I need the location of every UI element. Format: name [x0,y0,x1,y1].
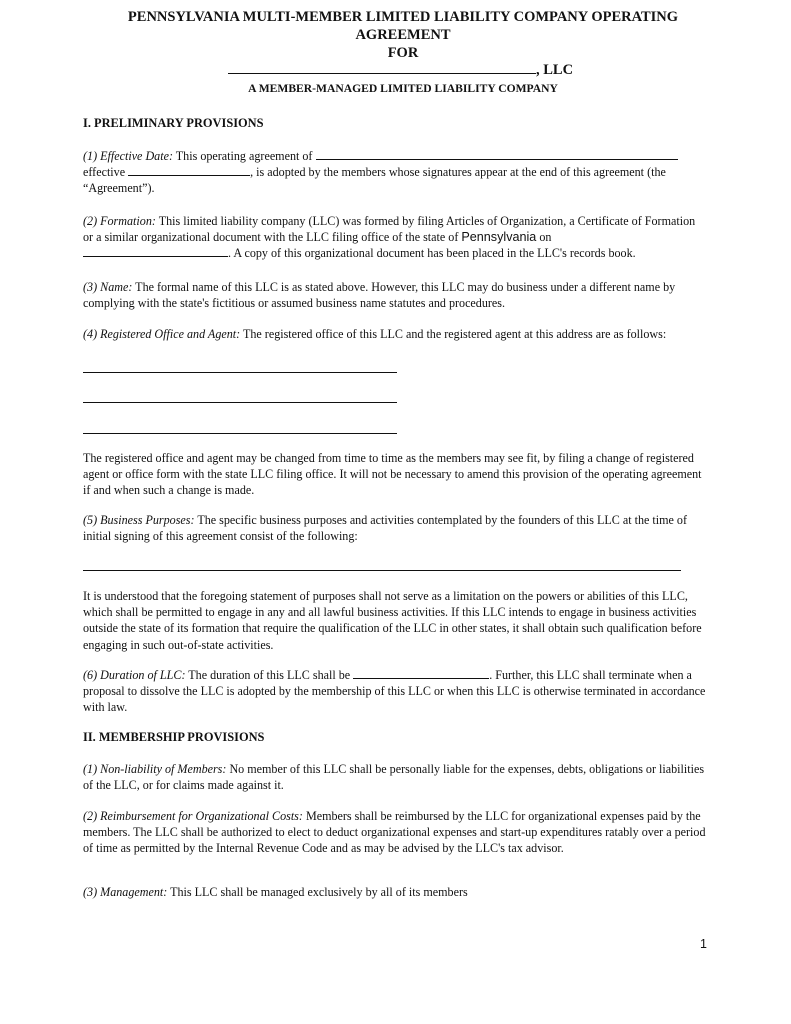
paragraph-label: (5) Business Purposes: [83,513,195,527]
document-title-line1: PENNSYLVANIA MULTI-MEMBER LIMITED LIABILITY COMPANY OPERATING [127,9,679,25]
paragraph-purposes-limitation: It is understood that the foregoing statement of purposes shall not serve as a limitation on the powers or abilities of this LLC, which shall be permitted to engage in any and all lawful business activities. If this LLC intends to engage in business activities outside the state of its formation that require the qualification of the LLC in other states, it shall obtain such qualification before engaging in such out-of-state activities. [83,589,702,652]
section-heading-membership: II. MEMBERSHIP PROVISIONS [83,730,265,744]
paragraph-label: (2) Reimbursement for Organizational Costs: [83,809,303,823]
effective-date-blank[interactable] [128,175,250,176]
registered-office-blank-3[interactable] [83,433,397,434]
paragraph-management: (3) Management: This LLC shall be managed exclusively by all of its members [83,885,468,899]
llc-suffix: , LLC [536,62,574,78]
document-subtitle: A MEMBER-MANAGED LIMITED LIABILITY COMPANY [248,82,558,95]
state-name: Pennsylvania [461,230,537,245]
paragraph-non-liability: (1) Non-liability of Members: No member of this LLC shall be personally liable for the expenses, debts, obligations or liabilities of the LLC, or for claims made against it. [83,762,705,793]
registered-office-blank-2[interactable] [83,402,397,403]
paragraph-label: (3) Name: [83,280,133,294]
paragraph-label: (1) Effective Date: [83,149,173,163]
paragraph-duration: (6) Duration of LLC: The duration of this LLC shall be . Further, this LLC shall terminate when a proposal to dissolve the LLC is adopted by the membership of this LLC or when this LLC is otherwise terminated in accordance with law. [83,668,706,715]
paragraph-registered-office: (4) Registered Office and Agent: The registered office of this LLC and the registered agent at this address are as follows: [83,327,667,341]
section-heading-preliminary: I. PRELIMINARY PROVISIONS [83,116,264,130]
paragraph-label: (2) Formation: [83,214,156,228]
paragraph-formation: (2) Formation: This limited liability company (LLC) was formed by filing Articles of Organization, a Certificate of Formation or a similar organizational document with the LLC filing office of the state of Pennsylvania on . A copy of this organizational document has been placed in the LLC's records book. [83,214,696,261]
paragraph-label: (3) Management: [83,885,168,899]
paragraph-business-purposes: (5) Business Purposes: The specific business purposes and activities contemplated by the founders of this LLC at the time of initial signing of this agreement consist of the following: [83,513,688,544]
paragraph-effective-date: (1) Effective Date: This operating agreement of effective , is adopted by the members whose signatures appear at the end of this agreement (the “Agreement”). [83,148,708,197]
paragraph-registered-office-change: The registered office and agent may be changed from time to time as the members may see fit, by filing a change of registered agent or office form with the state LLC filing office. It will not be necessary to amend this provision of the operating agreement if and when such a change is made. [83,451,702,498]
business-purposes-blank[interactable] [83,570,681,571]
llc-name-line [228,62,573,79]
paragraph-label: (6) Duration of LLC: [83,668,186,682]
llc-name-blank-2[interactable] [316,159,678,160]
page-number: 1 [700,937,707,951]
paragraph-label: (1) Non-liability of Members: [83,762,227,776]
paragraph-label: (4) Registered Office and Agent: [83,327,241,341]
document-title-line3: FOR [387,45,419,61]
llc-name-blank[interactable] [228,73,536,74]
paragraph-reimbursement: (2) Reimbursement for Organizational Costs: Members shall be reimbursed by the LLC for organizational expenses paid by the members. The LLC shall be authorized to elect to deduct organizational expenses and start-up expenditures ratably over a period of time as permitted by the Internal Revenue Code and as may be advised by the LLC's tax advisor. [83,809,706,856]
formation-date-blank[interactable] [83,256,228,257]
registered-office-blank-1[interactable] [83,372,397,373]
paragraph-name: (3) Name: The formal name of this LLC is as stated above. However, this LLC may do business under a different name by complying with the state's fictitious or assumed business name statutes and procedures. [83,280,676,311]
duration-blank[interactable] [353,678,489,679]
document-title-line2: AGREEMENT [355,27,451,43]
